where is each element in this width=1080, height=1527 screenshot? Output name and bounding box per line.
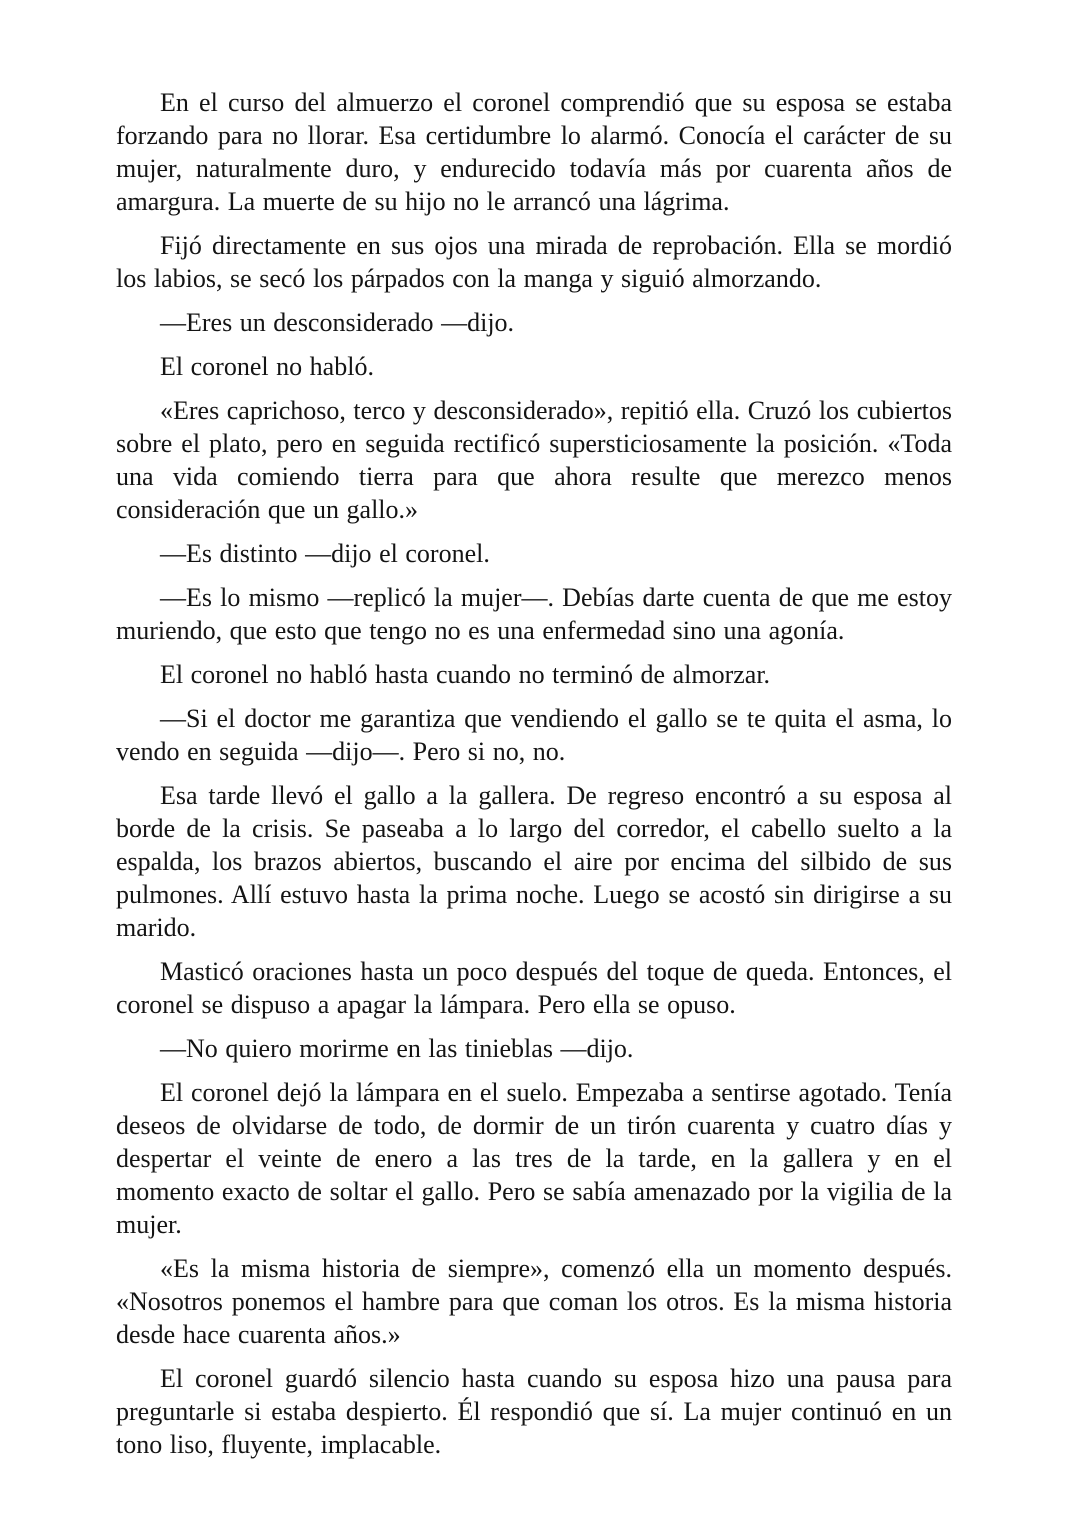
dialogue-paragraph: —Eres un desconsiderado —dijo. bbox=[160, 308, 515, 337]
paragraph: El coronel dejó la lámpara en el suelo. Empezaba a sentirse agotado. Tenía deseos de olvidarse de todo, de dormir de un tirón cuarenta y cuatro días y despertar el veinte de enero a las tres de la tarde, en la gallera y en el momento exacto de soltar el gallo. Pero se sabía amenazado por la vigilia de la mujer. bbox=[116, 1078, 952, 1239]
dialogue-paragraph: —No quiero morirme en las tinieblas —dijo. bbox=[160, 1034, 634, 1063]
paragraph: «Eres caprichoso, terco y desconsiderado», repitió ella. Cruzó los cubiertos sobre el plato, pero en seguida rectificó supersticiosamente la posición. «Toda una vida comiendo tierra para que ahora resulte que merezco menos consideración que un gallo.» bbox=[116, 396, 953, 524]
paragraph: El coronel guardó silencio hasta cuando su esposa hizo una pausa para preguntarle si estaba despierto. Él respondió que sí. La mujer continuó en un tono liso, fluyente, implacable. bbox=[116, 1364, 952, 1459]
dialogue-paragraph: —Es lo mismo —replicó la mujer—. Debías darte cuenta de que me estoy muriendo, que esto que tengo no es una enfermedad sino una agonía. bbox=[116, 583, 952, 645]
paragraph: Esa tarde llevó el gallo a la gallera. De regreso encontró a su esposa al borde de la crisis. Se paseaba a lo largo del corredor, el cabello suelto a la espalda, los brazos abiertos, buscando el aire por encima del silbido de sus pulmones. Allí estuvo hasta la prima noche. Luego se acostó sin dirigirse a su marido. bbox=[116, 781, 952, 942]
paragraph: El coronel no habló hasta cuando no terminó de almorzar. bbox=[160, 660, 771, 689]
page-text-block bbox=[116, 86, 952, 1472]
paragraph: «Es la misma historia de siempre», comenzó ella un momento después. «Nosotros ponemos el hambre para que coman los otros. Es la misma historia desde hace cuarenta años.» bbox=[116, 1254, 952, 1349]
dialogue-paragraph: —Es distinto —dijo el coronel. bbox=[160, 539, 490, 568]
paragraph: El coronel no habló. bbox=[160, 352, 374, 381]
paragraph: Fijó directamente en sus ojos una mirada de reprobación. Ella se mordió los labios, se secó los párpados con la manga y siguió almorzando. bbox=[116, 231, 952, 293]
dialogue-paragraph: —Si el doctor me garantiza que vendiendo el gallo se te quita el asma, lo vendo en seguida —dijo—. Pero si no, no. bbox=[116, 704, 952, 766]
paragraph: En el curso del almuerzo el coronel comprendió que su esposa se estaba forzando para no llorar. Esa certidumbre lo alarmó. Conocía el carácter de su mujer, naturalmente duro, y endurecido todavía más por cuarenta años de amargura. La muerte de su hijo no le arrancó una lágrima. bbox=[116, 88, 952, 216]
paragraph: Masticó oraciones hasta un poco después del toque de queda. Entonces, el coronel se dispuso a apagar la lámpara. Pero ella se opuso. bbox=[116, 957, 952, 1019]
